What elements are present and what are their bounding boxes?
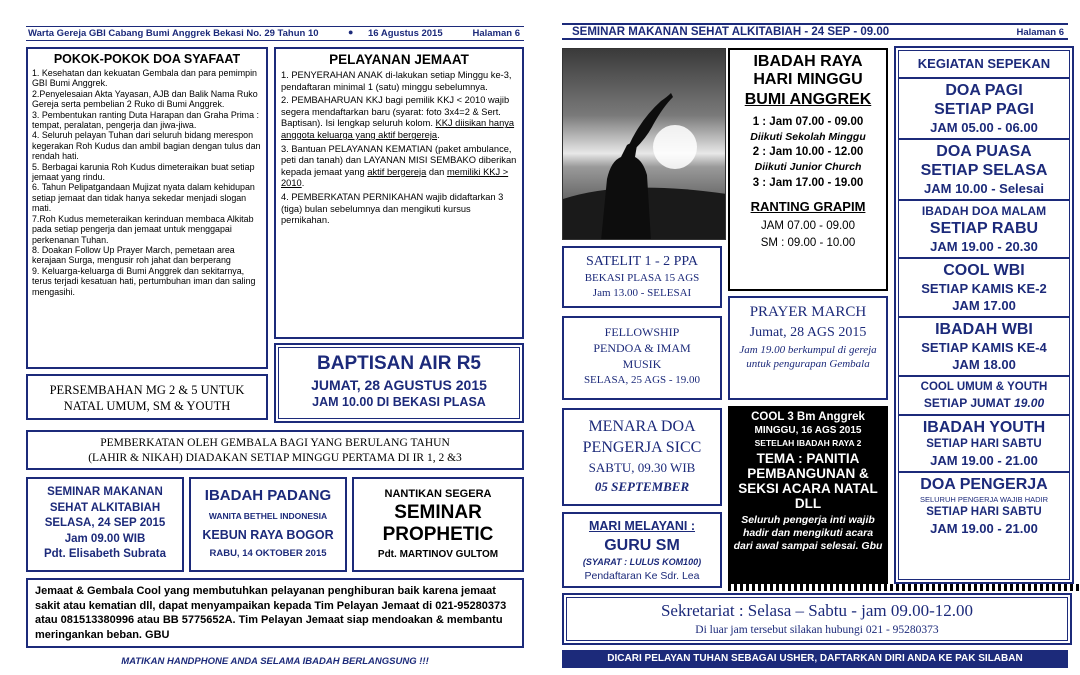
- prayer-item: 2.Penyelesaian Akta Yayasan, AJB dan Balik Nama Ruko Gereja serta pembelian 2 Ruko di Bumi Anggrek.: [32, 88, 258, 110]
- sekretariat-line1: Sekretariat : Selasa – Sabtu - jam 09.00-12.00: [660, 601, 974, 620]
- pelayanan-item: 4. PEMBERKATAN PERNIKAHAN wajib didaftarkan 3 (tiga) bulan sebelumnya dan mengikuti kursus pernikahan.: [281, 191, 504, 226]
- prayer-march-line3: Jam 19.00 berkumpul di gereja untuk pengurapan Gembala: [739, 344, 877, 370]
- pelayanan-item3-underline: aktif bergereja: [367, 166, 427, 177]
- prayer-item: 8. Doakan Follow Up Prayer March, pemetaan area kerajaan Surga, mengusir roh jahat dan berperang: [32, 244, 235, 266]
- cool-umum-day-text: SETIAP JUMAT: [923, 396, 1015, 410]
- persembahan-line2: NATAL UMUM, SM & YOUTH: [63, 399, 231, 413]
- ibadah-padang-box: [189, 477, 347, 572]
- fellowship-line3: MUSIK: [622, 357, 662, 371]
- pelayanan-item: [281, 95, 517, 141]
- seminar-makanan-line5: Pdt. Elisabeth Subrata: [43, 548, 167, 560]
- pengerja-time: JAM 19.00 - 21.00: [930, 521, 1038, 536]
- prophetic-line1: NANTIKAN SEGERA: [384, 488, 492, 500]
- kegiatan-box: [898, 50, 1070, 580]
- cool3-line5: Seluruh pengerja inti wajib hadir dan mengikuti acara dari awal sampai selesai. Gbu: [733, 514, 883, 552]
- pemberkatan-line2: (LAHIR & NIKAH) DIADAKAN SETIAP MINGGU PERTAMA DI IR 1, 2 &3: [88, 452, 462, 464]
- satelit-box: [562, 246, 722, 308]
- baptisan-line1: JUMAT, 28 AGUSTUS 2015: [311, 377, 487, 393]
- youth-title: IBADAH YOUTH: [922, 419, 1046, 436]
- sekretariat-line2: Di luar jam tersebut silakan hubungi 021 - 95280373: [695, 624, 939, 636]
- session-1-note: Diikuti Sekolah Minggu: [750, 131, 866, 143]
- seminar-prophetic-box: [352, 477, 524, 572]
- seminar-makanan-box: [26, 477, 184, 572]
- prophetic-line4: Pdt. MARTINOV GULTOM: [377, 549, 499, 560]
- prophetic-line2: SEMINAR: [394, 502, 482, 523]
- prayer-item: 6. Tahun Pelipatgandaan Mujizat nyata dalam kehidupan setiap jemaat dan tidak hanya sekedar menjadi slogan mati.: [32, 182, 255, 214]
- seminar-makanan-line3: SELASA, 24 SEP 2015: [44, 517, 166, 529]
- menara-line4: 05 SEPTEMBER: [594, 479, 690, 494]
- pelayanan-jemaat-box: [274, 47, 524, 339]
- fellowship-box: [562, 316, 722, 400]
- session-2-note: Diikuti Junior Church: [754, 161, 862, 173]
- pengerja-day: SETIAP HARI SABTU: [926, 506, 1042, 518]
- prayer-item: 3. Pembentukan ranting Duta Harapan dan Graha Prima : tempat, peralatan, pengerja dan jiwa-jiwa.: [32, 109, 259, 131]
- left-header-bullet: ●: [348, 27, 354, 37]
- mari-melayani-line3: (SYARAT : LULUS KOM100): [582, 557, 702, 567]
- ranting-line1: JAM 07.00 - 09.00: [761, 220, 855, 232]
- persembahan-box: [26, 374, 268, 420]
- pelayanan-item2-end: .: [437, 129, 440, 140]
- kegiatan-youth: [899, 416, 1069, 473]
- cool-umum-title: COOL UMUM & YOUTH: [920, 381, 1048, 393]
- pelayanan-item3-mid: dan: [426, 166, 447, 177]
- prayer-item: 7.Roh Kudus memeteraikan kerinduan membaca Alkitab pada setiap pengerja dan jemaat untuk menggapai perkenanan Tuhan.: [32, 213, 254, 245]
- cool-notice-box: [26, 578, 524, 648]
- baptisan-box: [278, 347, 520, 419]
- left-header: [26, 26, 524, 41]
- cool3-line3: SETELAH IBADAH RAYA 2: [754, 438, 862, 448]
- sekretariat-box: [566, 597, 1068, 641]
- kegiatan-doa-pengerja: [899, 473, 1069, 539]
- satelit-line3: Jam 13.00 - SELESAI: [592, 287, 692, 299]
- baptisan-line2: JAM 10.00 DI BEKASI PLASA: [312, 395, 486, 409]
- right-footer: DICARI PELAYAN TUHAN SEBAGAI USHER, DAFTARKAN DIRI ANDA KE PAK SILABAN: [562, 650, 1068, 668]
- fellowship-line2: PENDOA & IMAM: [593, 341, 691, 355]
- session-3: 3 : Jam 17.00 - 19.00: [752, 177, 864, 189]
- youth-day: SETIAP HARI SABTU: [926, 438, 1042, 450]
- prayer-march-line1: PRAYER MARCH: [749, 304, 867, 320]
- pelayanan-jemaat-title: PELAYANAN JEMAAT: [329, 52, 469, 67]
- worship-photo: [562, 48, 726, 240]
- ibadah-wbi-time: JAM 18.00: [952, 357, 1016, 372]
- doa-syafaat-title: POKOK-POKOK DOA SYAFAAT: [53, 52, 241, 66]
- left-header-page: Halaman 6: [472, 28, 520, 39]
- pelayanan-item2-underline: KKJ diisikan hanya anggota keluarga yang aktif bergereja: [281, 118, 515, 140]
- doa-malam-time: JAM 19.00 - 20.30: [930, 239, 1038, 254]
- right-page: [556, 0, 1080, 675]
- pelayanan-jemaat-list: [281, 70, 517, 227]
- prayer-item: 5. Berbagai karunia Roh Kudus dimeteraikan buat setiap jemaat yang rindu.: [32, 161, 255, 183]
- doa-puasa-time: JAM 10.00 - Selesai: [924, 181, 1044, 196]
- doa-pagi-day: SETIAP PAGI: [934, 101, 1034, 118]
- ibadah-wbi-day: SETIAP KAMIS KE-4: [921, 340, 1047, 355]
- pelayanan-item: 1. PENYERAHAN ANAK di-lakukan setiap Minggu ke-3, pendaftaran minimal 1 (satu) minggu sebelumnya.: [281, 70, 512, 92]
- right-header-page: Halaman 6: [1016, 27, 1064, 38]
- doa-malam-day: SETIAP RABU: [929, 220, 1039, 237]
- pengerja-title: DOA PENGERJA: [920, 476, 1048, 493]
- prayer-march-line2: Jumat, 28 AGS 2015: [749, 325, 867, 340]
- menara-line2: PENGERJA SICC: [582, 439, 702, 456]
- doa-puasa-day: SETIAP SELASA: [920, 162, 1048, 179]
- left-page: [0, 0, 530, 675]
- prayer-item: 9. Keluarga-keluarga di Bumi Anggrek dan sekitarnya, terus terjadi kesatuan hati, pertumbuhan iman dan saling mengasihi.: [32, 265, 256, 297]
- cool-wbi-title: COOL WBI: [943, 262, 1025, 279]
- ibadah-raya-title2: HARI MINGGU: [753, 71, 863, 88]
- kegiatan-cool-wbi: [899, 259, 1069, 318]
- kegiatan-doa-puasa: [899, 140, 1069, 201]
- cool-notice-text: Jemaat & Gembala Cool yang membutuhkan pelayanan penghiburan baik karena jemaat sakit atau kematian dll, dapat menyampaikan kepada Tim Pelayan Jemaat di 021-95280373 atau 081513380996 atau BB 5775652A. Tim Pelayan Jemaat siap mendoakan & membantu meringankan beban. GBU: [35, 585, 507, 641]
- seminar-makanan-line4: Jam 09.00 WIB: [64, 532, 146, 545]
- right-header: [562, 23, 1068, 40]
- ibadah-raya-box: [728, 48, 888, 291]
- pelayanan-item: [281, 144, 517, 190]
- right-header-title: SEMINAR MAKANAN SEHAT ALKITABIAH - 24 SEP - 09.00: [572, 26, 890, 38]
- doa-puasa-title: DOA PUASA: [936, 143, 1032, 160]
- prayer-march-box: [728, 296, 888, 400]
- mari-melayani-line2: GURU SM: [604, 537, 680, 554]
- fellowship-line1: FELLOWSHIP: [604, 325, 680, 339]
- cool3-line4: TEMA : PANITIA PEMBANGUNAN & SEKSI ACARA NATAL DLL: [738, 451, 878, 511]
- cool-wbi-time: JAM 17.00: [952, 298, 1016, 313]
- pelayanan-item2-text: 2. PEMBAHARUAN KKJ bagi pemilik KKJ < 2010 wajib segera mendaftarkan baru (syarat: foto 3x4=2 & Sert. Baptisan). Isi lengkap seluruh kolom.: [281, 95, 510, 129]
- ibadah-padang-title: IBADAH PADANG: [204, 487, 332, 504]
- doa-syafaat-list: [32, 68, 262, 297]
- cool-wbi-day: SETIAP KAMIS KE-2: [921, 281, 1047, 296]
- ibadah-padang-line1: WANITA BETHEL INDONESIA: [208, 511, 328, 521]
- kegiatan-ibadah-wbi: [899, 318, 1069, 377]
- doa-malam-title: IBADAH DOA MALAM: [921, 204, 1047, 218]
- pelayanan-item3-underline2: memiliki KKJ > 2010: [281, 166, 509, 189]
- cool-umum-day: [899, 395, 1069, 412]
- persembahan-line1: PERSEMBAHAN MG 2 & 5 UNTUK: [49, 383, 245, 397]
- kegiatan-title: KEGIATAN SEPEKAN: [899, 51, 1069, 79]
- pelayanan-item3-end: .: [301, 178, 305, 189]
- decorative-stripe: [728, 584, 1080, 591]
- cool3-line2: MINGGU, 16 AGS 2015: [754, 425, 862, 436]
- fellowship-line4: SELASA, 25 AGS - 19.00: [583, 374, 701, 386]
- ibadah-raya-title1: IBADAH RAYA: [753, 53, 863, 70]
- doa-pagi-time: JAM 05.00 - 06.00: [930, 120, 1038, 135]
- ibadah-raya-title3: BUMI ANGGREK: [744, 91, 872, 108]
- kegiatan-doa-pagi: [899, 79, 1069, 140]
- menara-box: [562, 408, 722, 506]
- kegiatan-cool-umum: [899, 377, 1069, 416]
- left-header-title: Warta Gereja GBI Cabang Bumi Anggrek Bekasi No. 29 Tahun 10: [28, 28, 319, 39]
- ibadah-wbi-title: IBADAH WBI: [935, 321, 1033, 338]
- seminar-makanan-line1: SEMINAR MAKANAN: [47, 486, 163, 498]
- seminar-makanan-line2: SEHAT ALKITABIAH: [49, 501, 161, 514]
- prayer-item: 4. Seluruh pelayan Tuhan dari seluruh bidang merespon kegerakan Roh Kudus dan ambil bagian dengan tulus dan rendah hati.: [32, 130, 261, 162]
- pengerja-note: SELURUH PENGERJA WAJIB HADIR: [919, 495, 1049, 504]
- ibadah-padang-line2: KEBUN RAYA BOGOR: [202, 528, 334, 542]
- cool3-box: [728, 406, 888, 584]
- menara-line1: MENARA DOA: [588, 418, 696, 435]
- cool-umum-time: 19.00: [1014, 396, 1045, 410]
- pelayanan-item3-text: 3. Bantuan PELAYANAN KEMATIAN (paket ambulance, peti dan tanah) dan LAYANAN MISI SEMBAKO diberikan kepada jemaat yang: [281, 143, 517, 177]
- youth-time: JAM 19.00 - 21.00: [930, 453, 1038, 468]
- session-2: 2 : Jam 10.00 - 12.00: [752, 146, 864, 158]
- satelit-line1: SATELIT 1 - 2 PPA: [585, 254, 699, 269]
- menara-line3: SABTU, 09.30 WIB: [588, 460, 696, 475]
- left-footer: MATIKAN HANDPHONE ANDA SELAMA IBADAH BERLANGSUNG !!!: [121, 656, 429, 667]
- left-header-date: 16 Agustus 2015: [368, 28, 443, 39]
- shofar-silhouette-icon: [563, 49, 726, 240]
- mari-melayani-line4: Pendaftaran Ke Sdr. Lea: [584, 570, 700, 582]
- cool3-line1: COOL 3 Bm Anggrek: [751, 411, 865, 423]
- mari-melayani-line1: MARI MELAYANI :: [588, 519, 696, 533]
- session-1: 1 : Jam 07.00 - 09.00: [752, 116, 864, 128]
- satelit-line2: BEKASI PLASA 15 AGS: [584, 272, 700, 284]
- prayer-item: 1. Kesehatan dan kekuatan Gembala dan para pemimpin GBI Bumi Anggrek.: [32, 68, 257, 89]
- kegiatan-doa-malam: [899, 201, 1069, 259]
- ranting-title: RANTING GRAPIM: [750, 199, 866, 214]
- ranting-line2: SM : 09.00 - 10.00: [760, 237, 856, 249]
- prophetic-line3: PROPHETIC: [382, 524, 494, 545]
- mari-melayani-box: [562, 512, 722, 588]
- ibadah-padang-line3: RABU, 14 OKTOBER 2015: [209, 548, 327, 559]
- pemberkatan-box: [26, 430, 524, 470]
- baptisan-title: BAPTISAN AIR R5: [317, 353, 481, 374]
- doa-pagi-title: DOA PAGI: [945, 82, 1023, 99]
- doa-syafaat-box: [26, 47, 268, 369]
- pemberkatan-line1: PEMBERKATAN OLEH GEMBALA BAGI YANG BERULANG TAHUN: [100, 437, 450, 449]
